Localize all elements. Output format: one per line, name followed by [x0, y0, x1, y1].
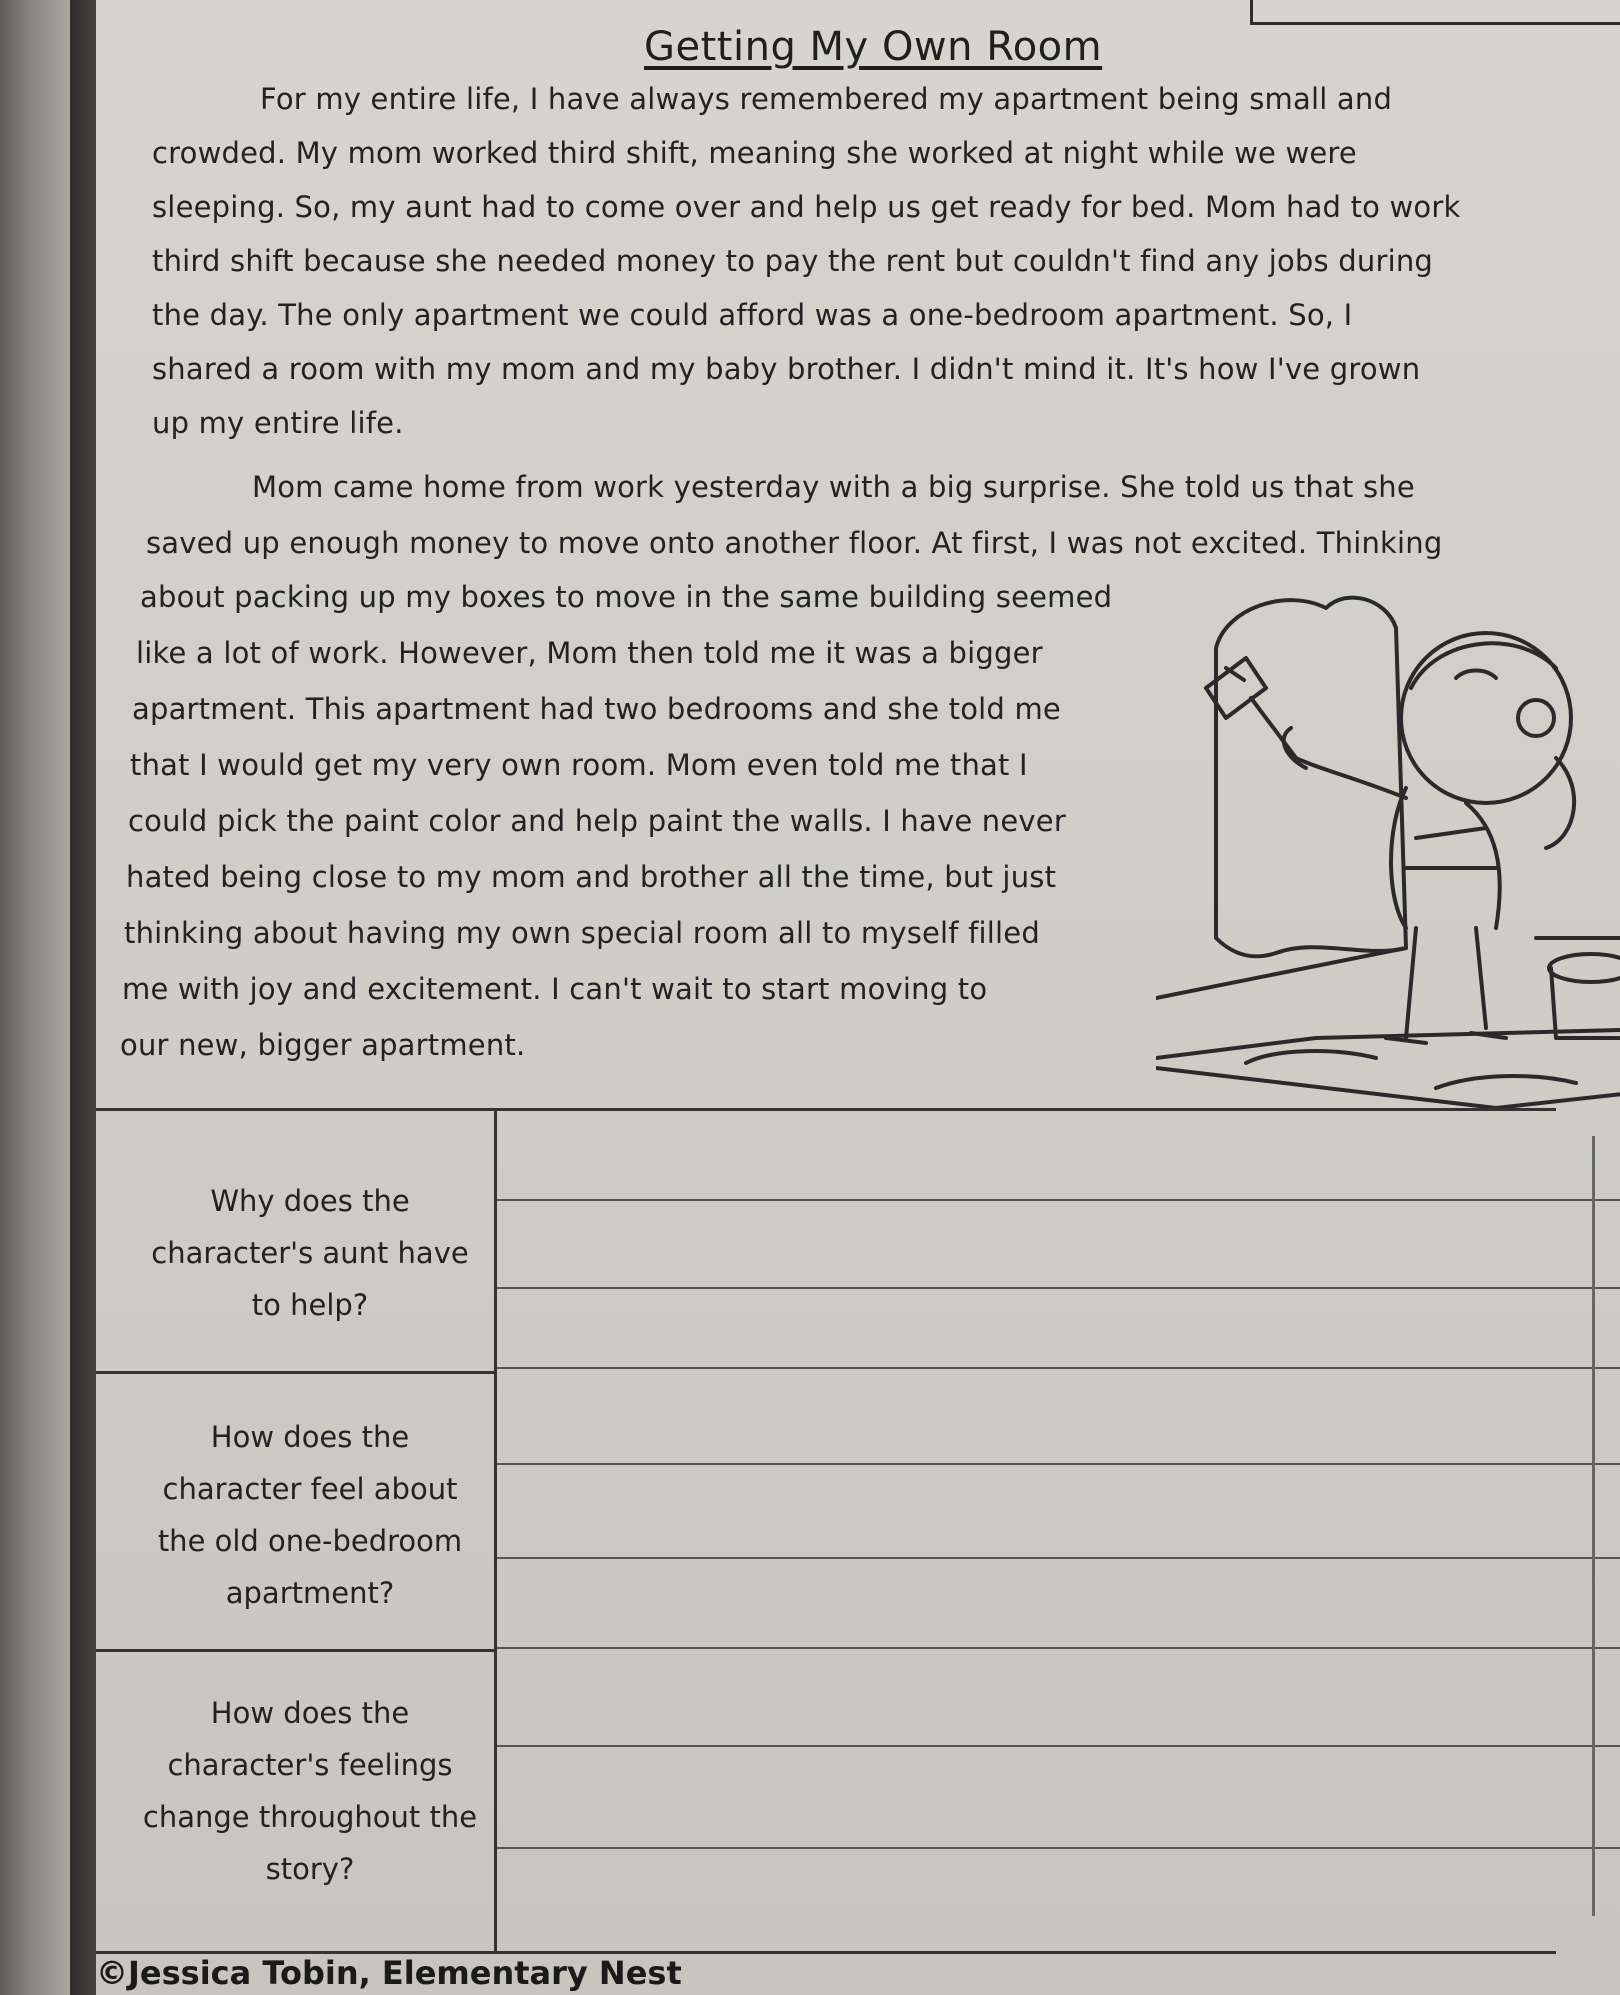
- paragraph1-line: shared a room with my mom and my baby brother. I didn't mind it. It's how I've grown: [152, 352, 1421, 386]
- paragraph2-line: apartment. This apartment had two bedrooms and she told me: [132, 692, 1061, 726]
- binder-shadow: [70, 0, 96, 1995]
- answer-line[interactable]: [497, 1557, 1620, 1559]
- answer-line[interactable]: [497, 1463, 1620, 1465]
- paragraph2-line: Mom came home from work yesterday with a big surprise. She told us that she: [252, 470, 1415, 504]
- paragraph2-line: thinking about having my own special room all to myself filled: [124, 916, 1040, 950]
- paragraph2-line: that I would get my very own room. Mom even told me that I: [130, 748, 1028, 782]
- question-2: How does the character feel about the old one-bedroom apartment?: [157, 1420, 463, 1610]
- paragraph2-line: saved up enough money to move onto another floor. At first, I was not excited. Thinking: [146, 526, 1443, 560]
- paragraph1-line: the day. The only apartment we could afford was a one-bedroom apartment. So, I: [152, 298, 1353, 332]
- worksheet-title: Getting My Own Room: [644, 24, 1103, 70]
- answer-line[interactable]: [497, 1199, 1620, 1201]
- paragraph2-line: about packing up my boxes to move in the same building seemed: [140, 580, 1113, 614]
- paragraph2-line: could pick the paint color and help paint the walls. I have never: [128, 804, 1066, 838]
- paragraph1-line: up my entire life.: [152, 406, 404, 440]
- questions-table: [96, 1108, 1556, 1954]
- answer-line[interactable]: [497, 1745, 1620, 1747]
- question-1: Why does the character's aunt have to help?: [151, 1184, 469, 1322]
- answer-line[interactable]: [497, 1367, 1620, 1369]
- paragraph2-line: hated being close to my mom and brother all the time, but just: [126, 860, 1057, 894]
- name-box: [1250, 0, 1620, 25]
- paragraph2-line: like a lot of work. However, Mom then told me it was a bigger: [136, 636, 1043, 670]
- table-row-divider: [96, 1371, 497, 1374]
- paragraph1-line: For my entire life, I have always remembered my apartment being small and: [260, 82, 1393, 116]
- binder-edge: [0, 0, 70, 1995]
- copyright-notice: ©Jessica Tobin, Elementary Nest: [96, 1954, 682, 1992]
- table-column-divider: [494, 1111, 497, 1951]
- paragraph1-line: sleeping. So, my aunt had to come over and help us get ready for bed. Mom had to work: [152, 190, 1461, 224]
- child-painting-wall-icon: [1156, 568, 1620, 1128]
- paragraph1-line: crowded. My mom worked third shift, meaning she worked at night while we were: [152, 136, 1357, 170]
- paragraph2-line: me with joy and excitement. I can't wait to start moving to: [122, 972, 988, 1006]
- answer-line[interactable]: [497, 1287, 1620, 1289]
- question-3: How does the character's feelings change throughout the story?: [142, 1696, 478, 1886]
- answer-line[interactable]: [497, 1647, 1620, 1649]
- table-row-divider: [96, 1649, 497, 1652]
- table-right-border: [1592, 1136, 1595, 1916]
- answer-line[interactable]: [497, 1847, 1620, 1849]
- paragraph1-line: third shift because she needed money to pay the rent but couldn't find any jobs during: [152, 244, 1434, 278]
- worksheet-page: [96, 0, 1620, 1995]
- paragraph2-line: our new, bigger apartment.: [120, 1028, 526, 1062]
